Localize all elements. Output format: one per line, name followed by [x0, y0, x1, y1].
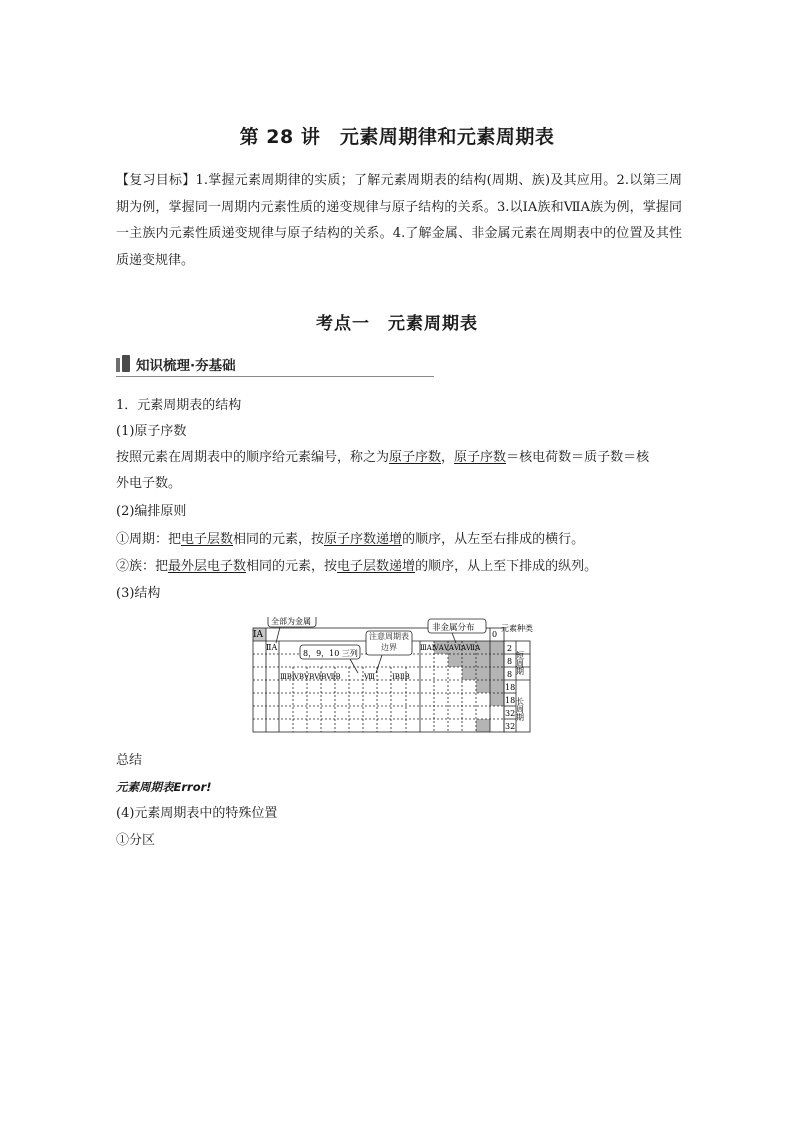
groups-IB-label: ⅠBⅡB [392, 673, 410, 681]
heading-special-positions: (4)元素周期表中的特殊位置 [116, 806, 278, 821]
element-kinds-label: 元素种类 [501, 624, 533, 633]
page-title: 第 28 讲 元素周期律和元素周期表 [239, 126, 555, 148]
group-rule [116, 557, 597, 577]
text-run: ＝核电荷数＝质子数＝核 [506, 450, 650, 465]
callout-nonmetal-text: 非金属分布 [432, 623, 475, 633]
heading-zones: ①分区 [116, 833, 156, 848]
group-IIA-label: ⅡA [266, 643, 278, 652]
summary-line: 元素周期表Error! [116, 780, 212, 794]
text-run: ②族：把 [116, 559, 169, 574]
text-run: 相同的元素，按 [246, 559, 338, 574]
count-period-5: 18 [505, 696, 516, 705]
count-period-1: 2 [507, 644, 513, 653]
count-period-2: 8 [507, 657, 513, 666]
summary-heading: 总结 [116, 753, 143, 768]
count-period-3: 8 [507, 670, 513, 679]
heading-arrangement: (2)编排原则 [116, 504, 187, 519]
underlined-term: 原子序数递增 [324, 532, 403, 547]
callout-columns [300, 645, 360, 673]
callout-boundary-text: 注意周期表边界 [369, 632, 409, 652]
text-run: ， [441, 450, 455, 465]
review-goals [116, 168, 682, 274]
callout-metal-text: 全部为金属 [271, 617, 311, 626]
callout-metal [268, 617, 316, 643]
heading-atomic-number: (1)原子序数 [116, 424, 187, 439]
goals-tag: 【复习目标】 [116, 173, 196, 188]
banner-bar-icon [116, 358, 120, 372]
section-title: 考点一 元素周期表 [316, 314, 478, 334]
heading-structure-3: (3)结构 [116, 586, 161, 601]
group-IA-label: ⅠA [253, 630, 264, 640]
heading-structure: 1．元素周期表的结构 [116, 398, 242, 413]
underlined-term: 最外层电子数 [168, 559, 247, 574]
text-run: 相同的元素，按 [233, 532, 325, 547]
period-rule [116, 530, 584, 550]
knowledge-banner [116, 352, 434, 377]
underlined-term: 原子序数 [454, 450, 507, 465]
text-run: ①周期：把 [116, 532, 182, 547]
short-period-label: 短周期 [515, 651, 525, 675]
text-run: 的顺序，从上至下排成的纵列。 [415, 559, 598, 574]
callout-columns-text: 8，9，10 三列 [303, 649, 358, 658]
groups-B-label: ⅢBⅣBⅤBⅥBⅦB [280, 673, 341, 681]
banner-label: 知识梳理·夯基础 [136, 358, 236, 374]
banner-book-icon [122, 355, 130, 372]
periodic-table-diagram [252, 617, 534, 743]
long-period-label: 长周期 [515, 697, 525, 721]
underlined-term: 电子层数递增 [337, 559, 416, 574]
underlined-term: 电子层数 [181, 532, 234, 547]
count-period-7: 32 [505, 722, 516, 731]
text-run: 的顺序，从左至右排成的横行。 [402, 532, 585, 547]
callout-nonmetal [428, 619, 486, 643]
atomic-number-para [116, 448, 649, 468]
underlined-term: 原子序数 [389, 450, 442, 465]
count-period-6: 32 [505, 709, 516, 718]
text-run: 按照元素在周期表中的顺序给元素编号，称之为 [116, 450, 390, 465]
atomic-number-para-cont: 外电子数。 [116, 476, 182, 491]
group-0-label: 0 [492, 630, 498, 639]
group-VIII-label: Ⅷ [364, 673, 376, 681]
groups-A-label: ⅢAⅣAⅤAⅥAⅦA [420, 644, 481, 652]
goals-text: 1.掌握元素周期律的实质；了解元素周期表的结构(周期、族)及其应用。2.以第三周期为例，掌握同一周期内元素性质的递变规律与原子结构的关系。3.以ⅠA族和ⅦA族为例，掌握同一主族内元素性质递变规律与原子结构的关系。4.了解金属、非金属元素在周期表中的位置及其性质递变规律。 [116, 173, 682, 268]
count-period-4: 18 [505, 683, 516, 692]
